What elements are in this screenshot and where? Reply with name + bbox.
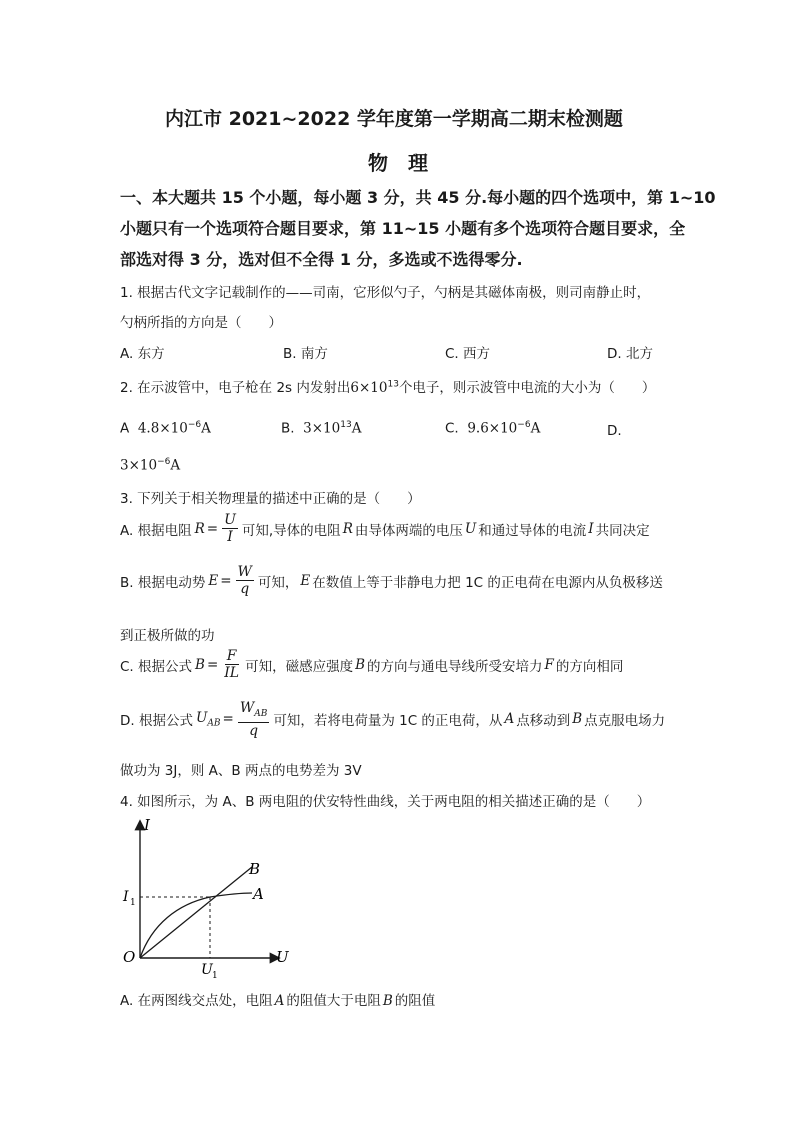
- q2-stem: [120, 376, 655, 396]
- q3-option-d-text2: 点移动到: [516, 713, 571, 730]
- i1-label: I: [123, 889, 129, 905]
- q2-option-c-value: 9.6×10: [467, 420, 518, 437]
- x-axis-label: U: [276, 948, 289, 966]
- q4-option-a-sym1: A: [274, 993, 285, 1009]
- q4-option-a-sym2: B: [382, 993, 393, 1009]
- q3-option-a-denominator: I: [227, 529, 233, 545]
- origin-label: O: [123, 948, 136, 966]
- i1-subscript: 1: [130, 898, 136, 908]
- q3-option-c-pre: C. 根据公式: [120, 658, 193, 675]
- q2-stem-pre: 2. 在示波管中，电子枪在 2s 内发射出: [120, 380, 351, 396]
- q3-option-d-numerator-letter: W: [239, 700, 255, 716]
- q3-option-b-pre: B. 根据电动势: [120, 574, 206, 591]
- u1-subscript: 1: [212, 971, 218, 981]
- q3-option-d-numerator-sub: AB: [254, 708, 268, 719]
- q2-option-c-unit: A: [530, 420, 541, 437]
- y-axis-label: I: [144, 816, 150, 834]
- q1-option-d: D. 北方: [607, 346, 653, 362]
- q1-option-c: C. 西方: [445, 346, 491, 362]
- q3-option-b-symbol: E: [208, 572, 219, 589]
- q4-option-a: [120, 989, 435, 1009]
- q3-option-d-fraction: [238, 700, 270, 739]
- q2-option-a-exp: −6: [187, 420, 202, 430]
- q3-option-a-text2: 由导体两端的电压: [354, 522, 463, 539]
- q3-option-d-a: A: [504, 711, 515, 728]
- q3-option-d-symbol-letter: U: [195, 710, 208, 727]
- q2-option-d: [120, 457, 180, 474]
- q3-option-d-b: B: [572, 711, 583, 728]
- q4-option-a-text3: 的阻值: [394, 993, 436, 1009]
- q1-stem-line1: 1. 根据古代文字记载制作的——司南，它形似勺子，勺柄是其磁体南极，则司南静止时，: [120, 285, 651, 301]
- q2-stem-exponent: 13: [387, 379, 399, 390]
- q3-option-a-u: U: [464, 520, 477, 537]
- line-b: [140, 867, 252, 958]
- q3-option-d-pre: D. 根据公式: [120, 713, 193, 730]
- q3-option-c-b: B: [355, 656, 365, 673]
- q2-option-c-exp: −6: [517, 420, 531, 430]
- q3-option-a: [120, 512, 650, 545]
- q2-option-a: [120, 420, 211, 437]
- q3-option-b-text1: 可知，: [257, 574, 299, 591]
- q2-option-d-unit: A: [170, 457, 181, 474]
- q3-option-b-equals: =: [220, 572, 232, 589]
- q2-option-b-unit: A: [351, 420, 362, 437]
- q3-option-c-numerator: F: [226, 648, 237, 664]
- q3-option-b-numerator: W: [237, 564, 252, 580]
- q3-option-d-symbol: [196, 710, 221, 729]
- q3-option-c-denominator: IL: [224, 665, 240, 681]
- q3-option-a-pre: A. 根据电阻: [120, 522, 192, 539]
- q2-option-b-value: 3×10: [303, 420, 341, 437]
- q2-option-a-unit: A: [201, 420, 211, 437]
- q2-stem-number: 6×10: [350, 380, 388, 396]
- q3-stem: 3. 下列关于相关物理量的描述中正确的是（ ）: [120, 491, 421, 507]
- q1-option-b: B. 南方: [283, 346, 328, 362]
- q2-option-d-value: 3×10: [120, 457, 158, 474]
- curve-a: [140, 893, 252, 958]
- q4-stem: 4. 如图所示，为 A、B 两电阻的伏安特性曲线，关于两电阻的相关描述正确的是（ ）: [120, 794, 651, 810]
- q2-option-a-label: A: [120, 420, 130, 437]
- q3-option-a-i: I: [588, 520, 594, 537]
- q3-option-b-denominator: q: [240, 581, 250, 597]
- q3-option-b: [120, 564, 663, 597]
- q2-option-c: [445, 420, 540, 437]
- curve-b-label: B: [249, 860, 261, 878]
- section-instructions-line3: 部选对得 3 分，选对但不全得 1 分，多选或不选得零分.: [120, 250, 523, 269]
- q3-option-a-equals: =: [206, 520, 219, 537]
- iv-characteristic-graph: [118, 812, 298, 982]
- q4-option-a-text2: 的阻值大于电阻: [286, 993, 381, 1009]
- q2-option-b: [281, 420, 361, 437]
- q1-stem-line2: 勺柄所指的方向是（ ）: [120, 315, 282, 331]
- q3-option-a-symbol: R: [194, 520, 205, 537]
- q3-option-c-text2: 的方向与通电导线所受安培力: [367, 658, 543, 675]
- q3-option-a-fraction: [222, 512, 238, 545]
- q3-option-a-numerator: U: [224, 512, 236, 528]
- q3-option-d: [120, 700, 665, 739]
- q3-option-a-r: R: [342, 520, 353, 537]
- q3-option-d-equals: =: [222, 711, 234, 728]
- q3-option-c-f: F: [544, 656, 554, 673]
- q3-option-c-text3: 的方向相同: [555, 658, 624, 675]
- q2-option-b-label: B.: [281, 420, 295, 437]
- q3-option-b-e: E: [300, 572, 311, 589]
- q4-option-a-text1: A. 在两图线交点处，电阻: [120, 993, 273, 1009]
- q2-option-c-label: C.: [445, 420, 459, 437]
- q3-option-d-line2: 做功为 3J，则 A、B 两点的电势差为 3V: [120, 763, 362, 779]
- u1-label: U: [201, 962, 213, 978]
- q3-option-b-fraction: [236, 564, 254, 597]
- q3-option-c-text1: 可知，磁感应强度: [245, 658, 354, 675]
- q3-option-c-equals: =: [206, 656, 219, 673]
- q3-option-c-fraction: [222, 648, 241, 681]
- q3-option-d-denominator: q: [249, 722, 259, 739]
- section-instructions-line2: 小题只有一个选项符合题目要求，第 11~15 小题有多个选项符合题目要求，全: [120, 219, 686, 238]
- q2-option-b-exp: 13: [340, 420, 352, 430]
- section-instructions-line1: 一、本大题共 15 个小题，每小题 3 分，共 45 分.每小题的四个选项中，第 1~10: [120, 188, 716, 207]
- q2-option-d-label: D.: [607, 423, 622, 439]
- q3-option-b-text2: 在数值上等于非静电力把 1C 的正电荷在电源内从负极移送: [312, 574, 663, 591]
- q1-option-a: A. 东方: [120, 346, 165, 362]
- q3-option-c: [120, 648, 623, 681]
- curve-a-label: A: [253, 885, 264, 903]
- exam-title: 内江市 2021~2022 学年度第一学期高二期末检测题: [165, 108, 623, 130]
- q3-option-c-symbol: B: [195, 656, 205, 673]
- subject-title: 物 理: [368, 151, 428, 175]
- q3-option-d-symbol-sub: AB: [207, 718, 221, 729]
- q2-option-d-exp: −6: [157, 457, 171, 467]
- q2-stem-post: 个电子，则示波管中电流的大小为（ ）: [398, 380, 656, 396]
- q3-option-a-text4: 共同决定: [595, 522, 650, 539]
- q3-option-a-text3: 和通过导体的电流: [478, 522, 587, 539]
- q3-option-d-numerator: [238, 700, 270, 723]
- q3-option-d-text1: 可知，若将电荷量为 1C 的正电荷，从: [273, 713, 503, 730]
- q3-option-a-text1: 可知,导体的电阻: [241, 522, 341, 539]
- q2-option-a-value: 4.8×10: [137, 420, 188, 437]
- q3-option-d-text3: 点克服电场力: [584, 713, 666, 730]
- q3-option-b-line2: 到正极所做的功: [120, 628, 215, 644]
